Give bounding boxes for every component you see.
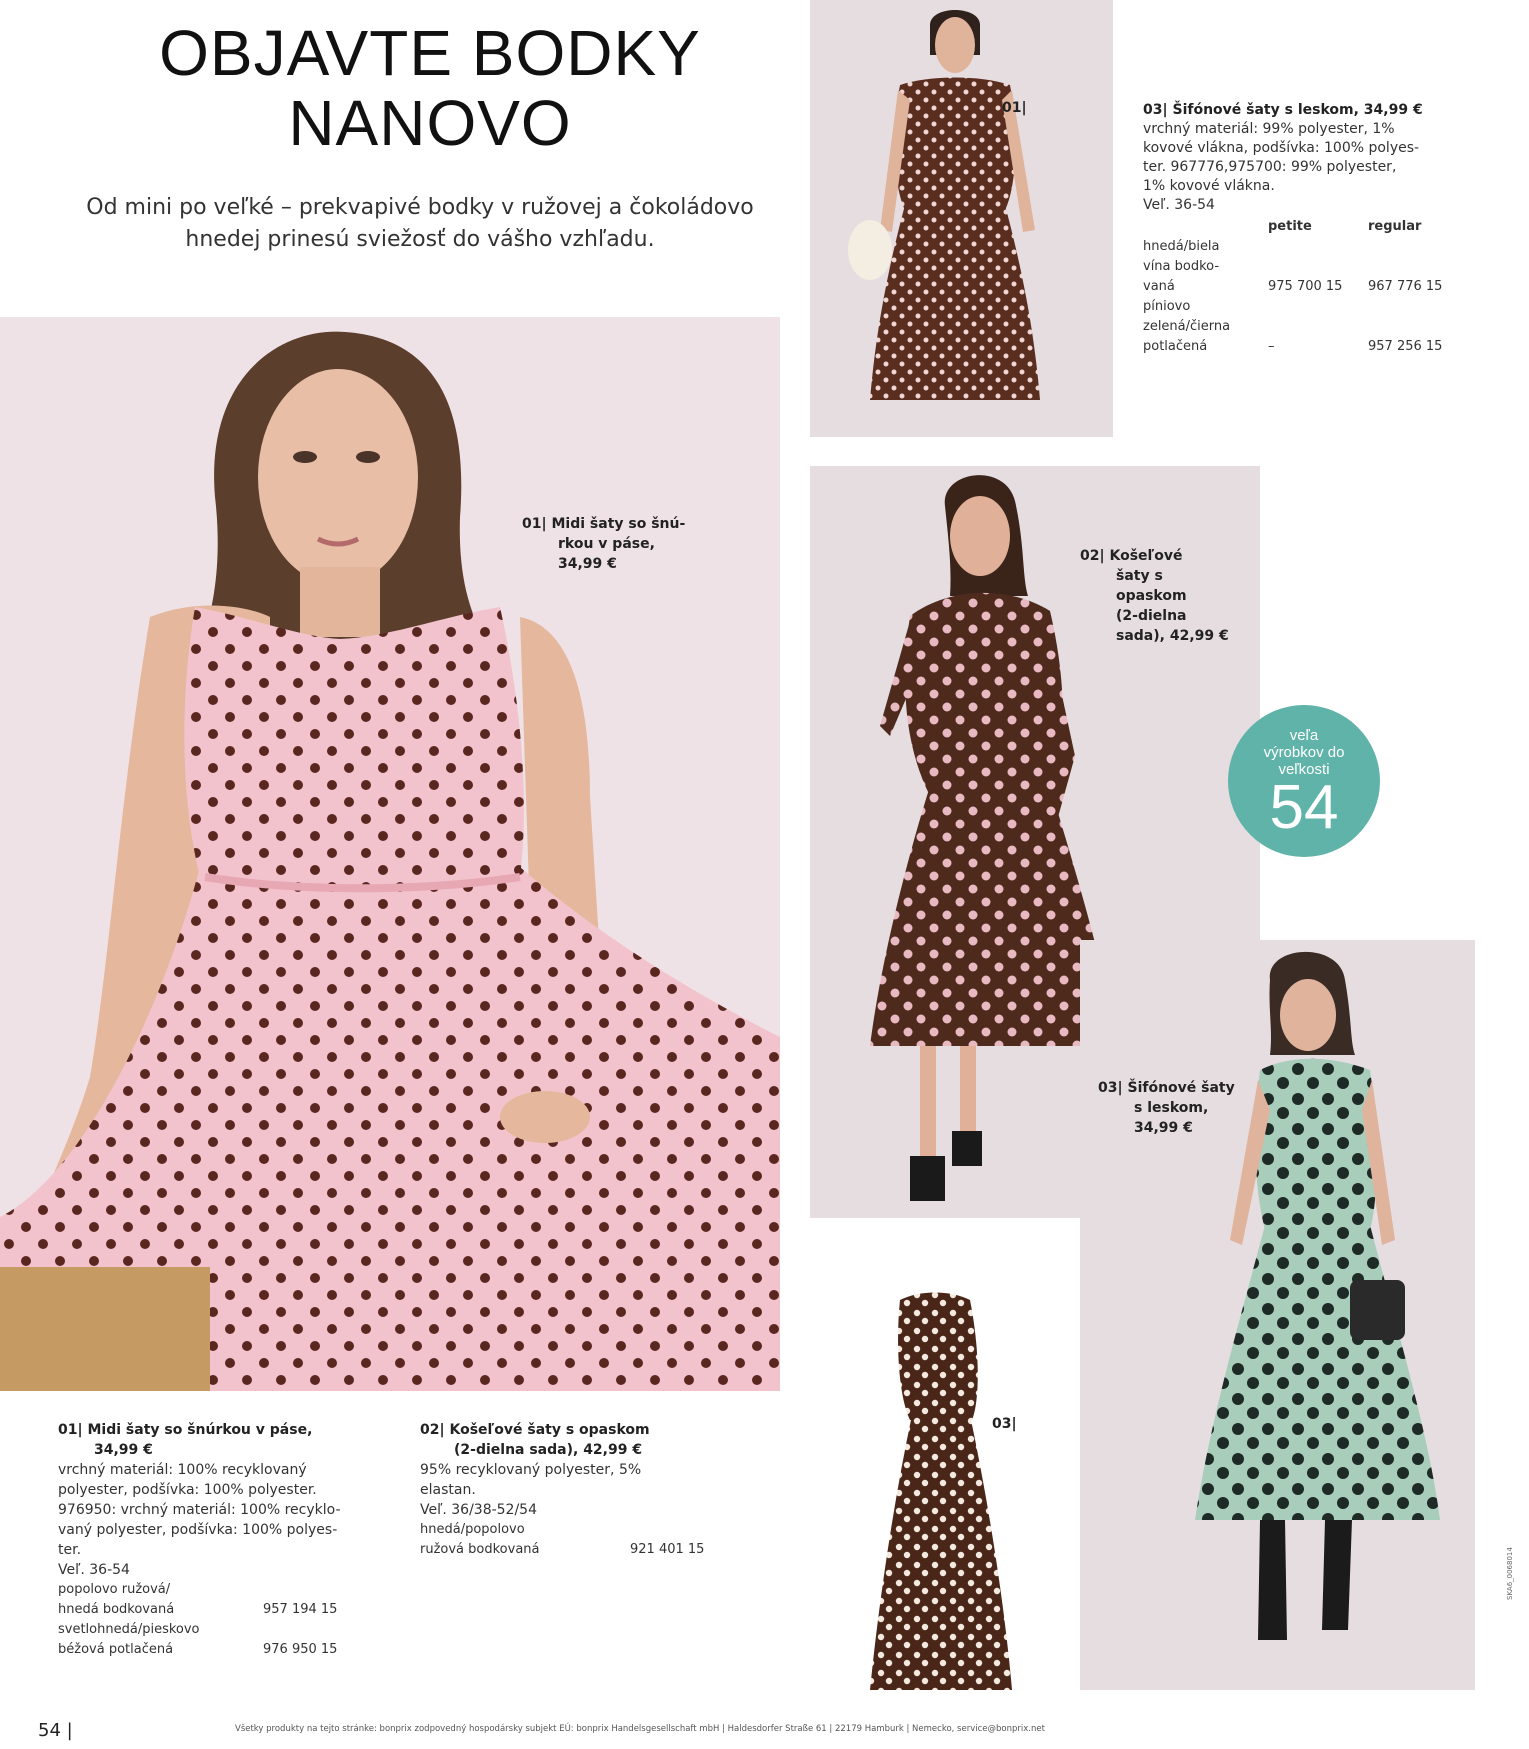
bottom-right-photo-illustration: [1080, 940, 1475, 1690]
variant-name: ružová bodkovaná: [420, 1542, 540, 1557]
spec-line: ter.: [58, 1542, 82, 1558]
label-line: rkou v páse,: [558, 536, 655, 552]
bottom-right-photo: [1080, 940, 1475, 1690]
col-petite: petite: [1268, 219, 1312, 234]
product-01-name: Midi šaty so šnúrkou v páse,: [87, 1422, 313, 1438]
product-03-num: 03|: [1143, 102, 1168, 118]
flatlay-photo: [840, 1290, 1060, 1700]
variant-name: svetlohnedá/pieskovo: [58, 1622, 200, 1637]
main-photo-label: [522, 514, 722, 574]
variant-code: 976 950 15: [263, 1642, 338, 1657]
footer-legal: Všetky produkty na tejto stránke: bonprix zodpovedný hospodársky subjekt EÚ: bonprix Handelsgesellschaft mbH | Haldesdorfer Straße 61 | 22179 Hamburk | Nemecko, service@bonprix.net: [235, 1724, 1045, 1734]
bottom-right-photo-label: [1098, 1078, 1268, 1138]
page-title: [130, 18, 730, 158]
product-02-code-table: [420, 1520, 720, 1560]
spec-line: vaný polyester, podšívka: 100% polyes-: [58, 1522, 338, 1538]
variant-code: 957 194 15: [263, 1602, 338, 1617]
product-01-price: 34,99 €: [94, 1442, 153, 1458]
spec-line: Veľ. 36/38-52/54: [420, 1502, 537, 1518]
top-right-photo-illustration: [810, 0, 1113, 437]
label-line: Košeľové: [1109, 548, 1183, 564]
subtitle-line-2: hnedej prinesú sviežosť do vášho vzhľadu.: [185, 227, 655, 252]
label-line: Midi šaty so šnú-: [551, 516, 686, 532]
spec-line: vrchný materiál: 100% recyklovaný: [58, 1462, 307, 1478]
badge-number: 54: [1269, 773, 1339, 842]
flatlay-photo-illustration: [840, 1290, 1060, 1700]
product-02-name: Košeľové šaty s opaskom: [449, 1422, 650, 1438]
variant-code-petite: 975 700 15: [1268, 279, 1343, 294]
product-01-title: [58, 1420, 398, 1440]
spec-line: 976950: vrchný materiál: 100% recyklo-: [58, 1502, 341, 1518]
spec-line: 95% recyklovaný polyester, 5%: [420, 1462, 642, 1478]
spec-line: elastan.: [420, 1482, 476, 1498]
spec-line: 1% kovové vlákna.: [1143, 178, 1275, 194]
subtitle-line-1: Od mini po veľké – prekvapivé bodky v ružovej a čokoládovo: [86, 195, 754, 220]
variant-name: píniovo: [1143, 299, 1191, 314]
middle-right-photo-label: [1080, 546, 1250, 646]
variant-code-regular: 957 256 15: [1368, 339, 1443, 354]
label-num: 03|: [1098, 1080, 1123, 1096]
variant-name: zelená/čierna: [1143, 319, 1231, 334]
label-line: opaskom: [1116, 588, 1187, 604]
variant-name: béžová potlačená: [58, 1642, 174, 1657]
label-line: 34,99 €: [1134, 1120, 1193, 1136]
col-regular: regular: [1368, 219, 1422, 234]
variant-name: hnedá/popolovo: [420, 1522, 525, 1537]
product-02-spec: [420, 1420, 720, 1560]
label-line: (2-dielna: [1116, 608, 1187, 624]
top-right-photo-label: 01|: [1002, 100, 1027, 116]
title-line-1: OBJAVTE BODKY: [159, 17, 701, 89]
variant-name: hnedá bodkovaná: [58, 1602, 175, 1617]
spec-line: polyester, podšívka: 100% polyester.: [58, 1482, 317, 1498]
product-03-spec: [1143, 100, 1483, 357]
spec-line: ter. 967776,975700: 99% polyester,: [1143, 159, 1397, 175]
label-line: s leskom,: [1134, 1100, 1209, 1116]
product-03-name: Šifónové šaty s leskom, 34,99 €: [1172, 102, 1423, 118]
label-line: 34,99 €: [558, 556, 617, 572]
label-line: Šifónové šaty: [1127, 1080, 1235, 1096]
spec-line: Veľ. 36-54: [58, 1562, 130, 1578]
label-num: 01|: [522, 516, 547, 532]
top-right-photo: [810, 0, 1113, 437]
product-02-title: [420, 1420, 720, 1440]
flatlay-photo-label: 03|: [992, 1416, 1017, 1432]
variant-name: potlačená: [1143, 339, 1208, 354]
badge-line: veľa: [1289, 727, 1319, 744]
badge-line: veľkosti: [1278, 761, 1330, 778]
badge-line: výrobkov do: [1263, 744, 1345, 761]
product-01-spec: [58, 1420, 398, 1660]
spec-line: vrchný materiál: 99% polyester, 1%: [1143, 121, 1395, 137]
product-03-code-table: [1143, 217, 1473, 357]
variant-name: hnedá/biela: [1143, 239, 1220, 254]
title-line-2: NANOVO: [288, 87, 572, 159]
main-photo: [0, 317, 780, 1391]
product-02-num: 02|: [420, 1422, 445, 1438]
variant-code: 921 401 15: [630, 1542, 705, 1557]
product-02-title-2: (2-dielna sada), 42,99 €: [454, 1442, 643, 1458]
size-badge: [1228, 705, 1380, 857]
spec-line: Veľ. 36-54: [1143, 197, 1215, 213]
product-01-code-table: [58, 1580, 378, 1660]
page-number: 54 |: [38, 1720, 73, 1741]
product-01-num: 01|: [58, 1422, 83, 1438]
label-line: šaty s: [1116, 568, 1163, 584]
variant-name: popolovo ružová/: [58, 1582, 171, 1597]
label-line: sada), 42,99 €: [1116, 628, 1229, 644]
main-photo-illustration: [0, 317, 780, 1391]
variant-code-regular: 967 776 15: [1368, 279, 1443, 294]
page-subtitle: [60, 192, 780, 256]
product-03-title: [1143, 100, 1483, 120]
spec-line: kovové vlákna, podšívka: 100% polyes-: [1143, 140, 1420, 156]
variant-name: vína bodko-: [1143, 259, 1220, 274]
variant-name: vaná: [1143, 279, 1175, 294]
label-num: 02|: [1080, 548, 1105, 564]
variant-code-petite: –: [1268, 339, 1275, 354]
side-code: SKA6_0068014: [1506, 1547, 1514, 1600]
